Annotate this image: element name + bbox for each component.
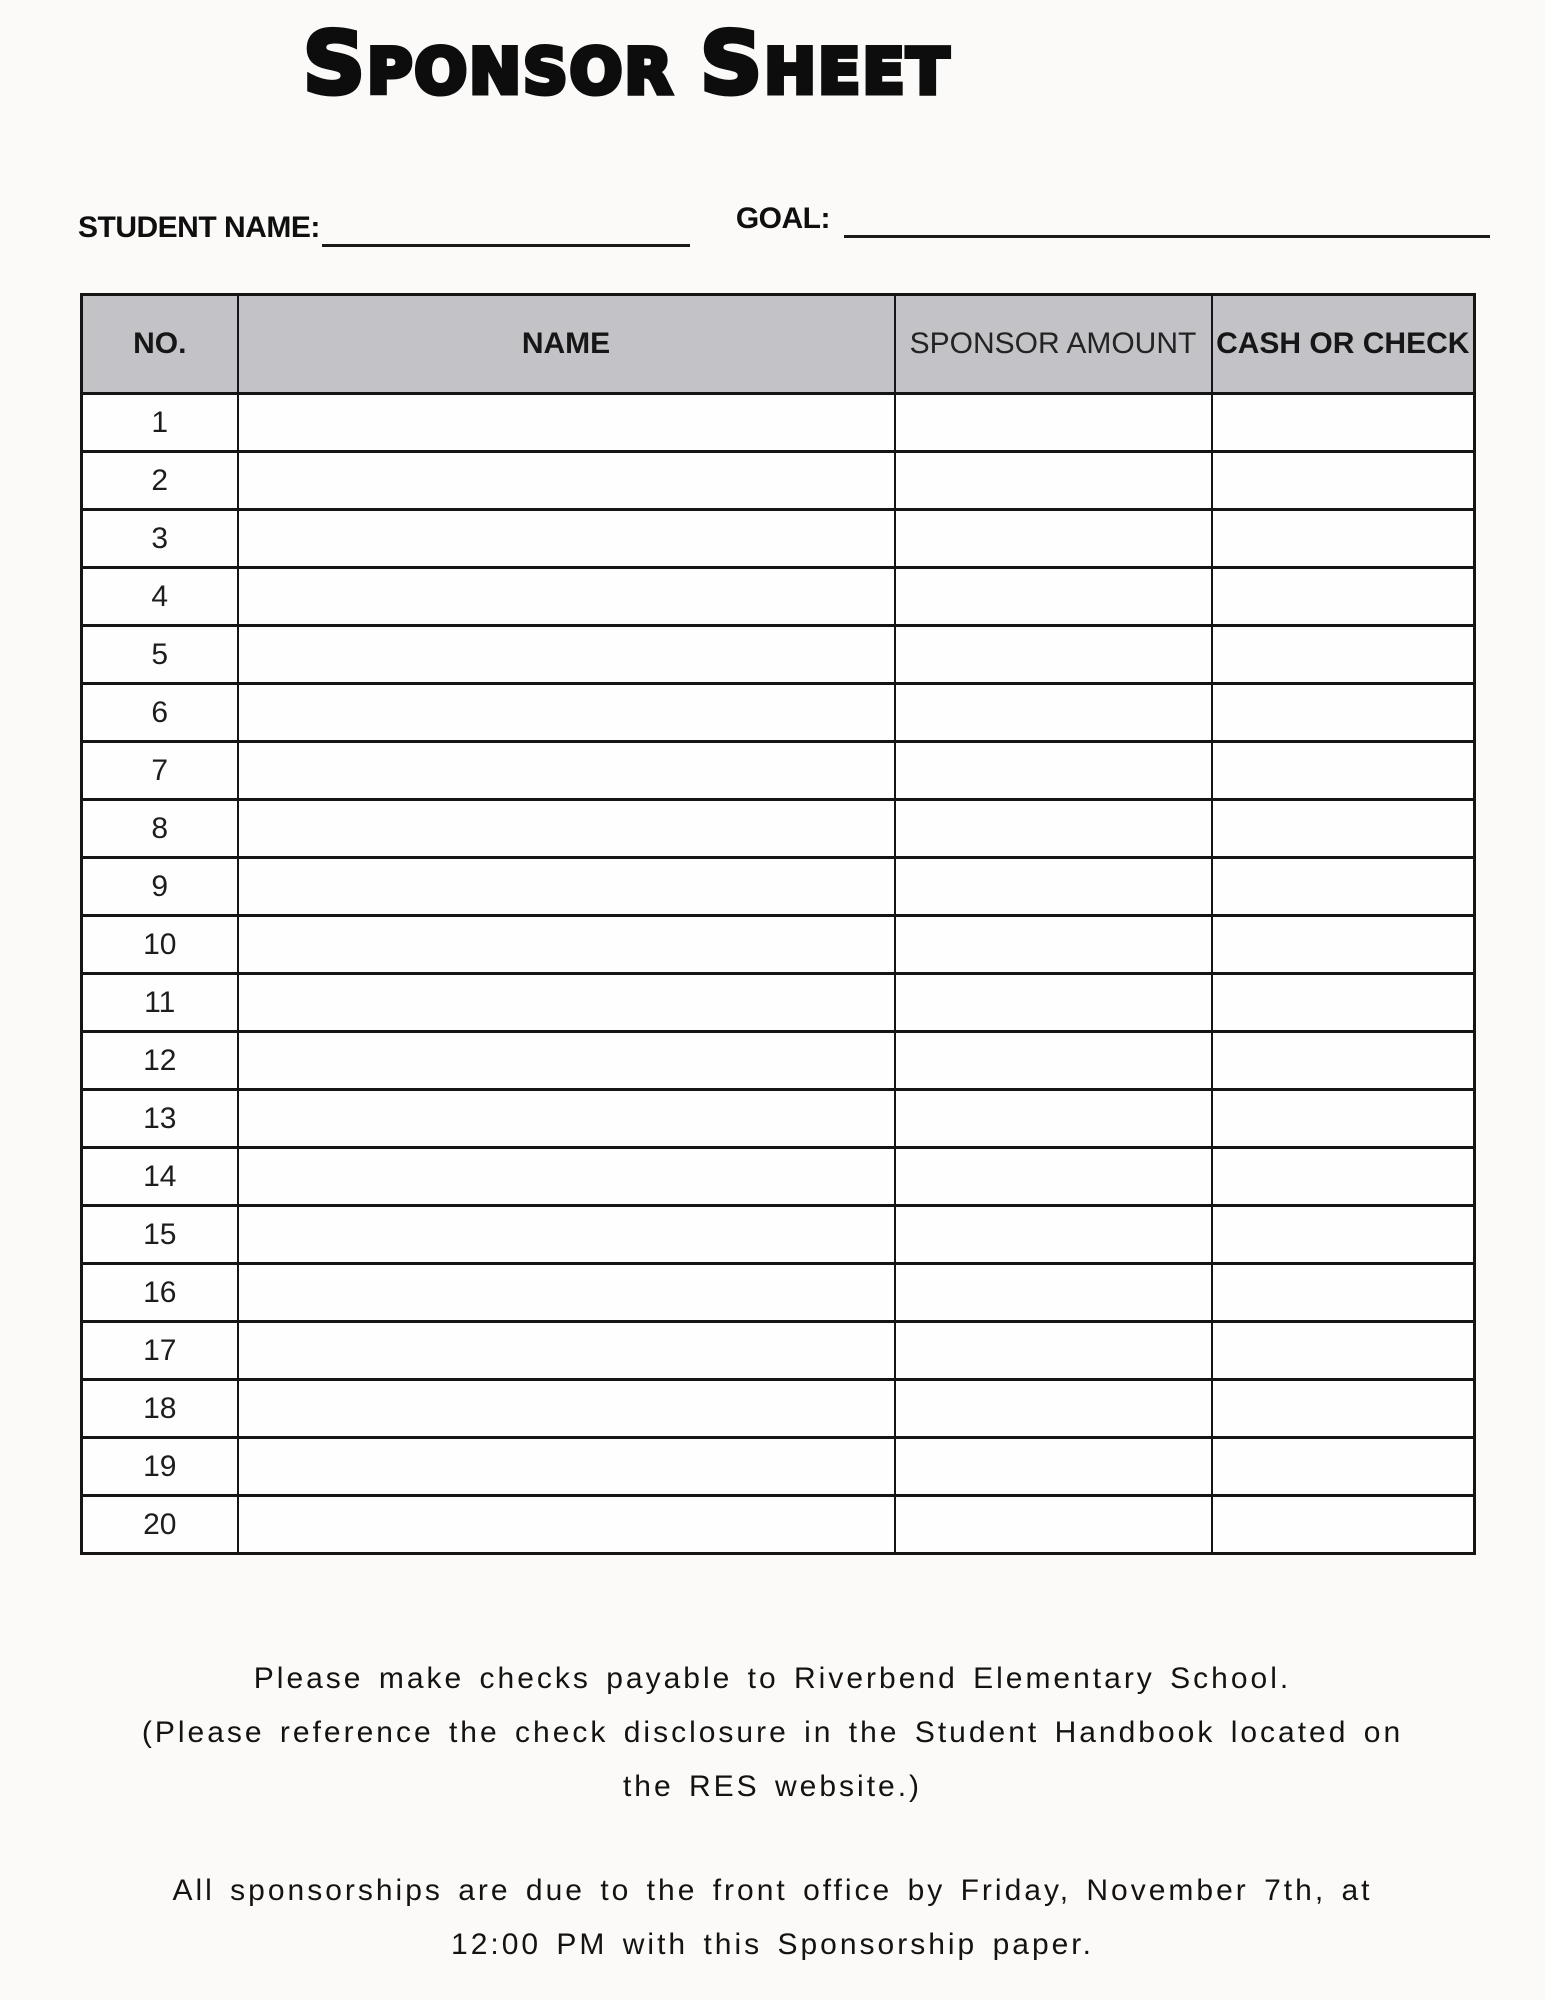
row-number-cell: 16 <box>82 1264 238 1322</box>
page-title <box>0 16 1254 120</box>
column-header-cash-or-check: CASH OR CHECK <box>1212 295 1475 394</box>
sponsor-amount-cell[interactable] <box>895 1380 1212 1438</box>
sponsor-amount-cell[interactable] <box>895 1148 1212 1206</box>
name-cell[interactable] <box>238 394 895 452</box>
cash-or-check-cell[interactable] <box>1212 916 1475 974</box>
table-row <box>82 974 1475 1032</box>
sponsor-amount-cell[interactable] <box>895 626 1212 684</box>
checks-payable-note-line-2: (Please reference the check disclosure in the Student Handbook located on <box>141 1716 1404 1749</box>
name-cell[interactable] <box>238 1496 895 1554</box>
name-cell[interactable] <box>238 1090 895 1148</box>
sponsor-amount-cell[interactable] <box>895 858 1212 916</box>
sponsor-amount-cell[interactable] <box>895 684 1212 742</box>
cash-or-check-cell[interactable] <box>1212 1032 1475 1090</box>
cash-or-check-cell[interactable] <box>1212 800 1475 858</box>
cash-or-check-cell[interactable] <box>1212 1496 1475 1554</box>
name-cell[interactable] <box>238 1322 895 1380</box>
name-cell[interactable] <box>238 452 895 510</box>
cash-or-check-cell[interactable] <box>1212 684 1475 742</box>
table-row <box>82 1264 1475 1322</box>
cash-or-check-cell[interactable] <box>1212 1322 1475 1380</box>
cash-or-check-cell[interactable] <box>1212 1148 1475 1206</box>
checks-payable-note-line-1: Please make checks payable to Riverbend Elementary School. <box>253 1662 1292 1695</box>
column-header-sponsor-amount: SPONSOR AMOUNT <box>895 295 1212 394</box>
row-number-cell: 14 <box>82 1148 238 1206</box>
checks-payable-note-line-3: the RES website.) <box>622 1770 923 1803</box>
sponsor-amount-cell[interactable] <box>895 1206 1212 1264</box>
row-number-cell: 19 <box>82 1438 238 1496</box>
table-row <box>82 510 1475 568</box>
row-number-cell: 2 <box>82 452 238 510</box>
table-row <box>82 1496 1475 1554</box>
sponsor-amount-cell[interactable] <box>895 1264 1212 1322</box>
row-number-cell: 15 <box>82 1206 238 1264</box>
sponsor-amount-cell[interactable] <box>895 510 1212 568</box>
student-name-label: STUDENT NAME: <box>78 211 320 244</box>
page-title-word-2: SHEET <box>700 14 951 114</box>
table-header-row <box>82 295 1475 394</box>
sponsor-amount-cell[interactable] <box>895 1322 1212 1380</box>
name-cell[interactable] <box>238 858 895 916</box>
cash-or-check-cell[interactable] <box>1212 626 1475 684</box>
table-row <box>82 1380 1475 1438</box>
row-number-cell: 1 <box>82 394 238 452</box>
table-row <box>82 1032 1475 1090</box>
cash-or-check-cell[interactable] <box>1212 742 1475 800</box>
row-number-cell: 6 <box>82 684 238 742</box>
sponsor-amount-cell[interactable] <box>895 568 1212 626</box>
goal-field[interactable] <box>844 197 1490 238</box>
cash-or-check-cell[interactable] <box>1212 1206 1475 1264</box>
sponsor-amount-cell[interactable] <box>895 974 1212 1032</box>
table-row <box>82 800 1475 858</box>
row-number-cell: 5 <box>82 626 238 684</box>
name-cell[interactable] <box>238 800 895 858</box>
table-row <box>82 858 1475 916</box>
table-row <box>82 1206 1475 1264</box>
table-row <box>82 1148 1475 1206</box>
goal-group <box>736 197 1490 238</box>
cash-or-check-cell[interactable] <box>1212 1264 1475 1322</box>
name-cell[interactable] <box>238 1264 895 1322</box>
table-row <box>82 1322 1475 1380</box>
name-cell[interactable] <box>238 684 895 742</box>
table-row <box>82 1438 1475 1496</box>
column-header-no: NO. <box>82 295 238 394</box>
name-cell[interactable] <box>238 626 895 684</box>
name-cell[interactable] <box>238 1380 895 1438</box>
sponsor-amount-cell[interactable] <box>895 394 1212 452</box>
table-row <box>82 626 1475 684</box>
cash-or-check-cell[interactable] <box>1212 974 1475 1032</box>
table-row <box>82 394 1475 452</box>
sponsor-amount-cell[interactable] <box>895 1032 1212 1090</box>
row-number-cell: 17 <box>82 1322 238 1380</box>
cash-or-check-cell[interactable] <box>1212 1438 1475 1496</box>
sponsor-table <box>80 293 1476 1555</box>
goal-label: GOAL: <box>735 202 830 235</box>
due-date-note <box>0 1864 1545 1972</box>
student-goal-row <box>78 202 1490 247</box>
sponsor-amount-cell[interactable] <box>895 916 1212 974</box>
due-date-note-line-2: 12:00 PM with this Sponsorship paper. <box>451 1928 1094 1961</box>
name-cell[interactable] <box>238 916 895 974</box>
sponsor-amount-cell[interactable] <box>895 1438 1212 1496</box>
cash-or-check-cell[interactable] <box>1212 858 1475 916</box>
row-number-cell: 18 <box>82 1380 238 1438</box>
table-row <box>82 684 1475 742</box>
name-cell[interactable] <box>238 1032 895 1090</box>
checks-payable-note <box>0 1652 1545 1814</box>
table-row <box>82 916 1475 974</box>
row-number-cell: 12 <box>82 1032 238 1090</box>
student-name-field[interactable] <box>322 206 690 247</box>
row-number-cell: 10 <box>82 916 238 974</box>
name-cell[interactable] <box>238 1438 895 1496</box>
table-row <box>82 742 1475 800</box>
sponsor-table-body <box>82 394 1475 1554</box>
row-number-cell: 13 <box>82 1090 238 1148</box>
name-cell[interactable] <box>238 742 895 800</box>
row-number-cell: 11 <box>82 974 238 1032</box>
due-date-note-line-1: All sponsorships are due to the front office by Friday, November 7th, at <box>172 1874 1373 1907</box>
sponsor-amount-cell[interactable] <box>895 1496 1212 1554</box>
column-header-name: NAME <box>238 295 895 394</box>
sponsor-amount-cell[interactable] <box>895 742 1212 800</box>
row-number-cell: 3 <box>82 510 238 568</box>
table-row <box>82 1090 1475 1148</box>
table-row <box>82 568 1475 626</box>
row-number-cell: 9 <box>82 858 238 916</box>
name-cell[interactable] <box>238 1148 895 1206</box>
cash-or-check-cell[interactable] <box>1212 452 1475 510</box>
name-cell[interactable] <box>238 1206 895 1264</box>
cash-or-check-cell[interactable] <box>1212 568 1475 626</box>
name-cell[interactable] <box>238 974 895 1032</box>
cash-or-check-cell[interactable] <box>1212 394 1475 452</box>
row-number-cell: 8 <box>82 800 238 858</box>
cash-or-check-cell[interactable] <box>1212 1380 1475 1438</box>
cash-or-check-cell[interactable] <box>1212 510 1475 568</box>
row-number-cell: 20 <box>82 1496 238 1554</box>
sponsor-amount-cell[interactable] <box>895 1090 1212 1148</box>
cash-or-check-cell[interactable] <box>1212 1090 1475 1148</box>
page-title-word-1: SPONSOR <box>303 14 675 114</box>
name-cell[interactable] <box>238 568 895 626</box>
sponsor-amount-cell[interactable] <box>895 800 1212 858</box>
table-row <box>82 452 1475 510</box>
sponsor-amount-cell[interactable] <box>895 452 1212 510</box>
name-cell[interactable] <box>238 510 895 568</box>
row-number-cell: 7 <box>82 742 238 800</box>
row-number-cell: 4 <box>82 568 238 626</box>
